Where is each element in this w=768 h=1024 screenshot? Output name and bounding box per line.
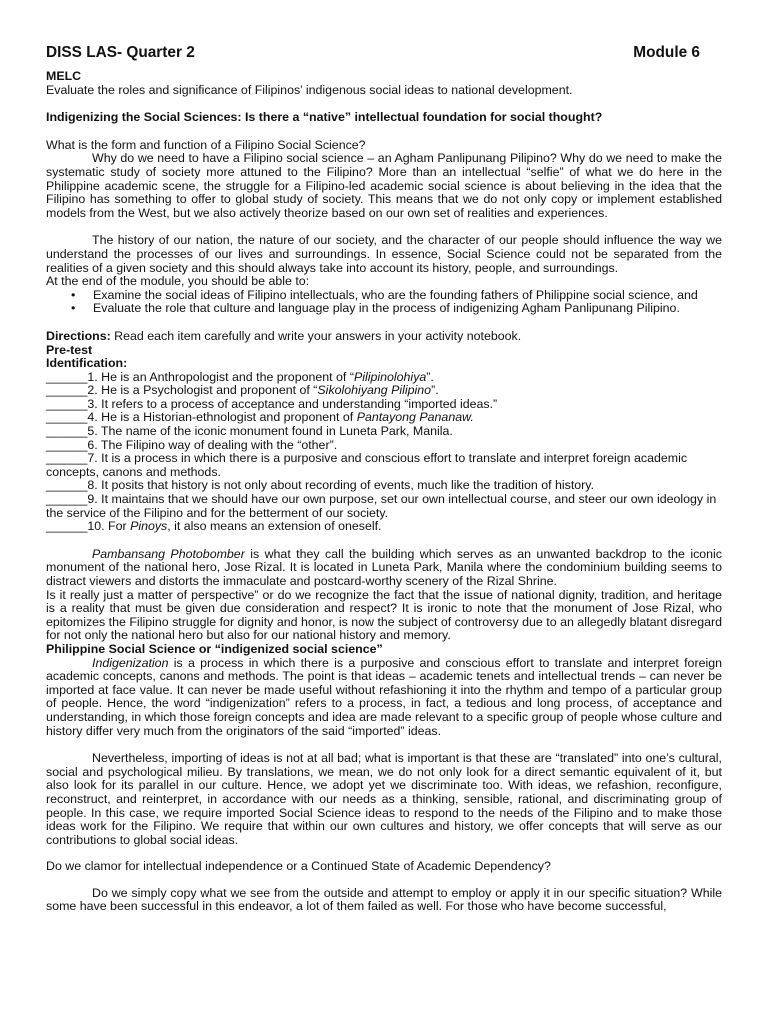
answer-blank: ______	[46, 519, 88, 534]
identification-item-4	[46, 411, 722, 425]
answer-blank: ______	[46, 383, 88, 398]
question-form-function: What is the form and function of a Filipino Social Science?	[46, 137, 366, 152]
indigenization-text: is a process in which there is a purposive and conscious effort to translate and interpret foreign academic concepts, canons and methods. The point is that ideas – academic tenets and intellectual trends – can never be imported at face value. It can never be made useful without refashioning it into the rhythm and tempo of a particular group of people. Hence, the word “indigenization” refers to a process, in fact, a tedious and long process, of acceptance and understanding, in which those foreign concepts and idea are made relevant to a specific group of people whose culture and history differ very much from the originators of the said “imported” ideas.	[46, 655, 722, 738]
item-text: 5. The name of the iconic monument found in Luneta Park, Manila.	[87, 424, 453, 439]
objectives-intro: At the end of the module, you should be able to:	[46, 274, 310, 289]
document-title: DISS LAS- Quarter 2	[46, 44, 195, 61]
indigenization-term: Indigenization	[92, 655, 169, 670]
paragraph-photobomber	[46, 548, 722, 589]
answer-blank: ______	[46, 478, 88, 493]
identification-item-3	[46, 398, 722, 412]
melc-label: MELC	[46, 69, 82, 83]
answer-blank: ______	[46, 396, 88, 411]
melc-text: Evaluate the roles and significance of Filipinos’ indigenous social ideas to national development.	[46, 82, 573, 97]
module-label: Module 6	[633, 44, 700, 61]
paragraph-perspective: Is it really just a matter of perspective” or do we recognize the fact that the issue of national dignity, tradition, and heritage is a reality that must be given due consideration and respect? It is ironic to note that the monument of Jose Rizal, who epitomizes the Filipino struggle for dignity and honor, is now the subject of controversy due to an allegedly blatant disregard for not only the national hero but also for our national history and memory.	[46, 587, 722, 643]
item-text: 7. It is a process in which there is a purposive and conscious effort to translate and interpret foreign academic concepts, canons and methods.	[46, 451, 688, 479]
identification-item-7	[46, 452, 722, 479]
question-intellectual-independence: Do we clamor for intellectual independence or a Continued State of Academic Dependency?	[46, 859, 551, 874]
answer-blank: ______	[46, 437, 88, 452]
identification-item-10	[46, 520, 722, 534]
item-text: 8. It posits that history is not only about recording of events, much like the tradition of history.	[87, 478, 595, 493]
answer-blank: ______	[46, 424, 88, 439]
directions-label: Directions:	[46, 328, 111, 343]
page-header	[46, 44, 722, 62]
item-emphasis: Pinoys	[130, 519, 168, 534]
identification-items	[46, 371, 722, 534]
item-text: 9. It maintains that we should have our own purpose, set our own intellectual course, and steer our own ideology in the service of the Filipino and for the betterment of our society.	[46, 492, 717, 520]
item-text: 6. The Filipino way of dealing with the “other”.	[87, 437, 338, 452]
item-emphasis: Pilipinolohiya	[353, 369, 427, 384]
answer-blank: ______	[46, 369, 88, 384]
paragraph-nevertheless: Nevertheless, importing of ideas is not at all bad; what is important is that these are “translated” into one’s cultural, social and psychological milieu. By translations, we mean, we do not only look for a direct semantic equivalent of it, but also look for its parallel in our culture. Hence, we adopt yet we discriminate too. With ideas, we refashion, reconfigure, reconstruct, and reinterpret, in accordance with our needs as a thinking, sensible, rational, and discriminating group of people. In this case, we require imported Social Science ideas to respond to the needs of the Filipino and to make those ideas work for the Filipino. We require that within our own cultures and history, we offer concepts that will serve as our contributions to global social ideas.	[46, 751, 722, 847]
photobomber-term: Pambansang Photobomber	[92, 546, 245, 561]
photobomber-text: is what they call the building which serves as an unwanted backdrop to the iconic monument of the national hero, Jose Rizal. It is located in Luneta Park, Manila where the condominium building seems to distract viewers and distorts the immaculate and postcard-worthy scenery of the Rizal Shrine.	[46, 546, 722, 588]
identification-item-1	[46, 371, 722, 385]
subheading-indigenized: Philippine Social Science or “indigenized social science”	[46, 641, 383, 656]
objective-item: • Evaluate the role that culture and language play in the process of indigenizing Agham Panlipunang Pilipino.	[46, 302, 722, 316]
objectives-list	[46, 289, 722, 316]
identification-item-2	[46, 384, 722, 398]
answer-blank: ______	[46, 492, 88, 507]
directions	[46, 330, 722, 344]
identification-label: Identification:	[46, 356, 128, 371]
item-text-end: ”.	[426, 369, 434, 384]
directions-text: Read each item carefully and write your answers in your activity notebook.	[110, 328, 522, 343]
item-text: 10. For	[87, 519, 131, 534]
item-text-end: , it also means an extension of oneself.	[167, 519, 382, 534]
objective-item: • Examine the social ideas of Filipino intellectuals, who are the founding fathers of Philippine social science, and	[46, 289, 722, 303]
item-text: 3. It refers to a process of acceptance and understanding “imported ideas.”	[87, 396, 498, 411]
item-emphasis: Pantayong Pananaw.	[356, 410, 474, 425]
item-text: 2. He is a Psychologist and proponent of “	[87, 383, 318, 398]
identification-item-8	[46, 479, 722, 493]
identification-item-6	[46, 439, 722, 453]
answer-blank: ______	[46, 410, 88, 425]
item-emphasis: Sikolohiyang Pilipino	[317, 383, 432, 398]
paragraph-why-filipino-social-science: Why do we need to have a Filipino social science – an Agham Panlipunang Pilipino? Why do we need to make the systematic study of society more attuned to the Filipino? More than an intellectual “selfie” of what we do here in the Philippine academic scene, the struggle for a Filipino-led academic social science is about believing in the idea that the Filipino has something to offer to global study of society. This means that we do not only copy or implement established models from the West, but we also actively theorize based on our own set of realities and experiences.	[46, 151, 722, 220]
paragraph-history-of-nation: The history of our nation, the nature of our society, and the character of our people should influence the way we understand the processes of our lives and surroundings. In essence, Social Science could not be separated from the realities of a given society and this should always take into account its history, people, and surroundings.	[46, 233, 722, 275]
identification-item-5	[46, 425, 722, 439]
item-text-end: ”.	[431, 383, 439, 398]
identification-item-9	[46, 493, 722, 520]
item-text: 1. He is an Anthropologist and the proponent of “	[87, 369, 354, 384]
paragraph-copy-outside: Do we simply copy what we see from the outside and attempt to employ or apply it in our specific situation? While some have been successful in this endeavor, a lot of them failed as well. For those who have become successful,	[46, 885, 722, 914]
pretest-label: Pre-test	[46, 342, 93, 357]
paragraph-indigenization	[46, 657, 722, 739]
item-text: 4. He is a Historian-ethnologist and proponent of	[87, 410, 357, 425]
answer-blank: ______	[46, 451, 88, 466]
section-title: Indigenizing the Social Sciences: Is there a “native” intellectual foundation for social thought?	[46, 110, 603, 125]
